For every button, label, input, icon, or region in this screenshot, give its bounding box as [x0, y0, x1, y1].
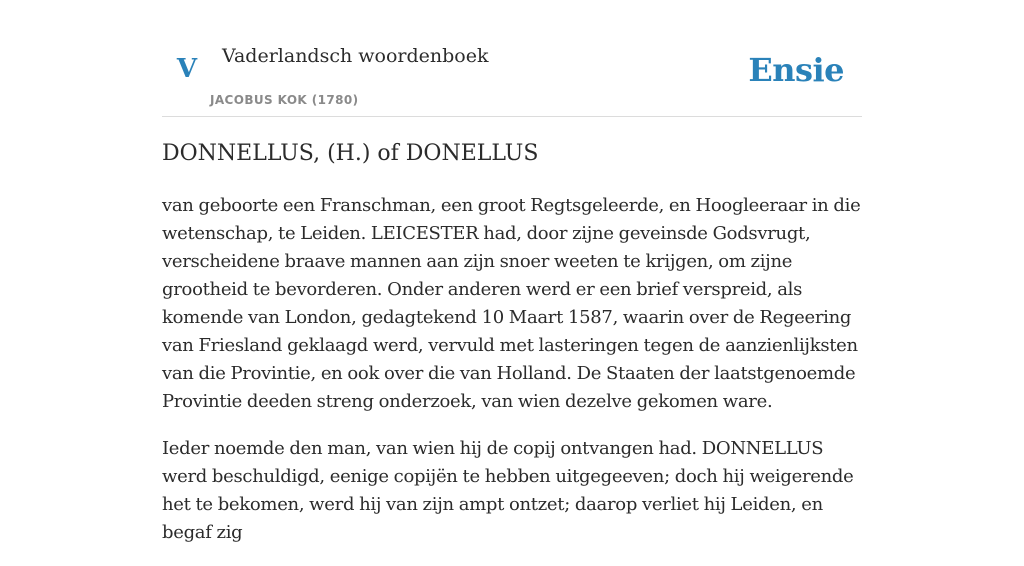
- entry-title: DONNELLUS, (H.) of DONELLUS: [162, 141, 539, 166]
- page-header: [162, 0, 862, 117]
- book-author: JACOBUS KOK (1780): [210, 93, 359, 107]
- entry-body: [162, 192, 862, 566]
- ensie-logo[interactable]: Ensie: [748, 51, 844, 89]
- entry-paragraph: van geboorte een Franschman, een groot Regtsgeleerde, en Hoogleeraar in die wetenschap, te Leiden. LEICESTER had, door zijne geveinsde Godsvrugt, verscheidene braave mannen aan zijn snoer weeten te krijgen, om zijne grootheid te bevorderen. Onder anderen werd er een brief verspreid, als komende van London, gedagtekend 10 Maart 1587, waarin over de Regeering van Friesland geklaagd werd, vervuld met lasteringen tegen de aanzienlijksten van die Provintie, en ook over die van Holland. De Staaten der laatstgenoemde Provintie deeden streng onderzoek, van wien dezelve gekomen ware.: [162, 195, 861, 412]
- book-title-link[interactable]: Vaderlandsch woordenboek: [222, 45, 489, 67]
- letter-index-link[interactable]: V: [176, 54, 198, 84]
- entry-paragraph: Ieder noemde den man, van wien hij de copij ontvangen had. DONNELLUS werd beschuldigd, eenige copijën te hebben uitgegeeven; doch hij weigerende het te bekomen, werd hij van zijn ampt ontzet; daarop verliet hij Leiden, en begaf zig: [162, 438, 854, 543]
